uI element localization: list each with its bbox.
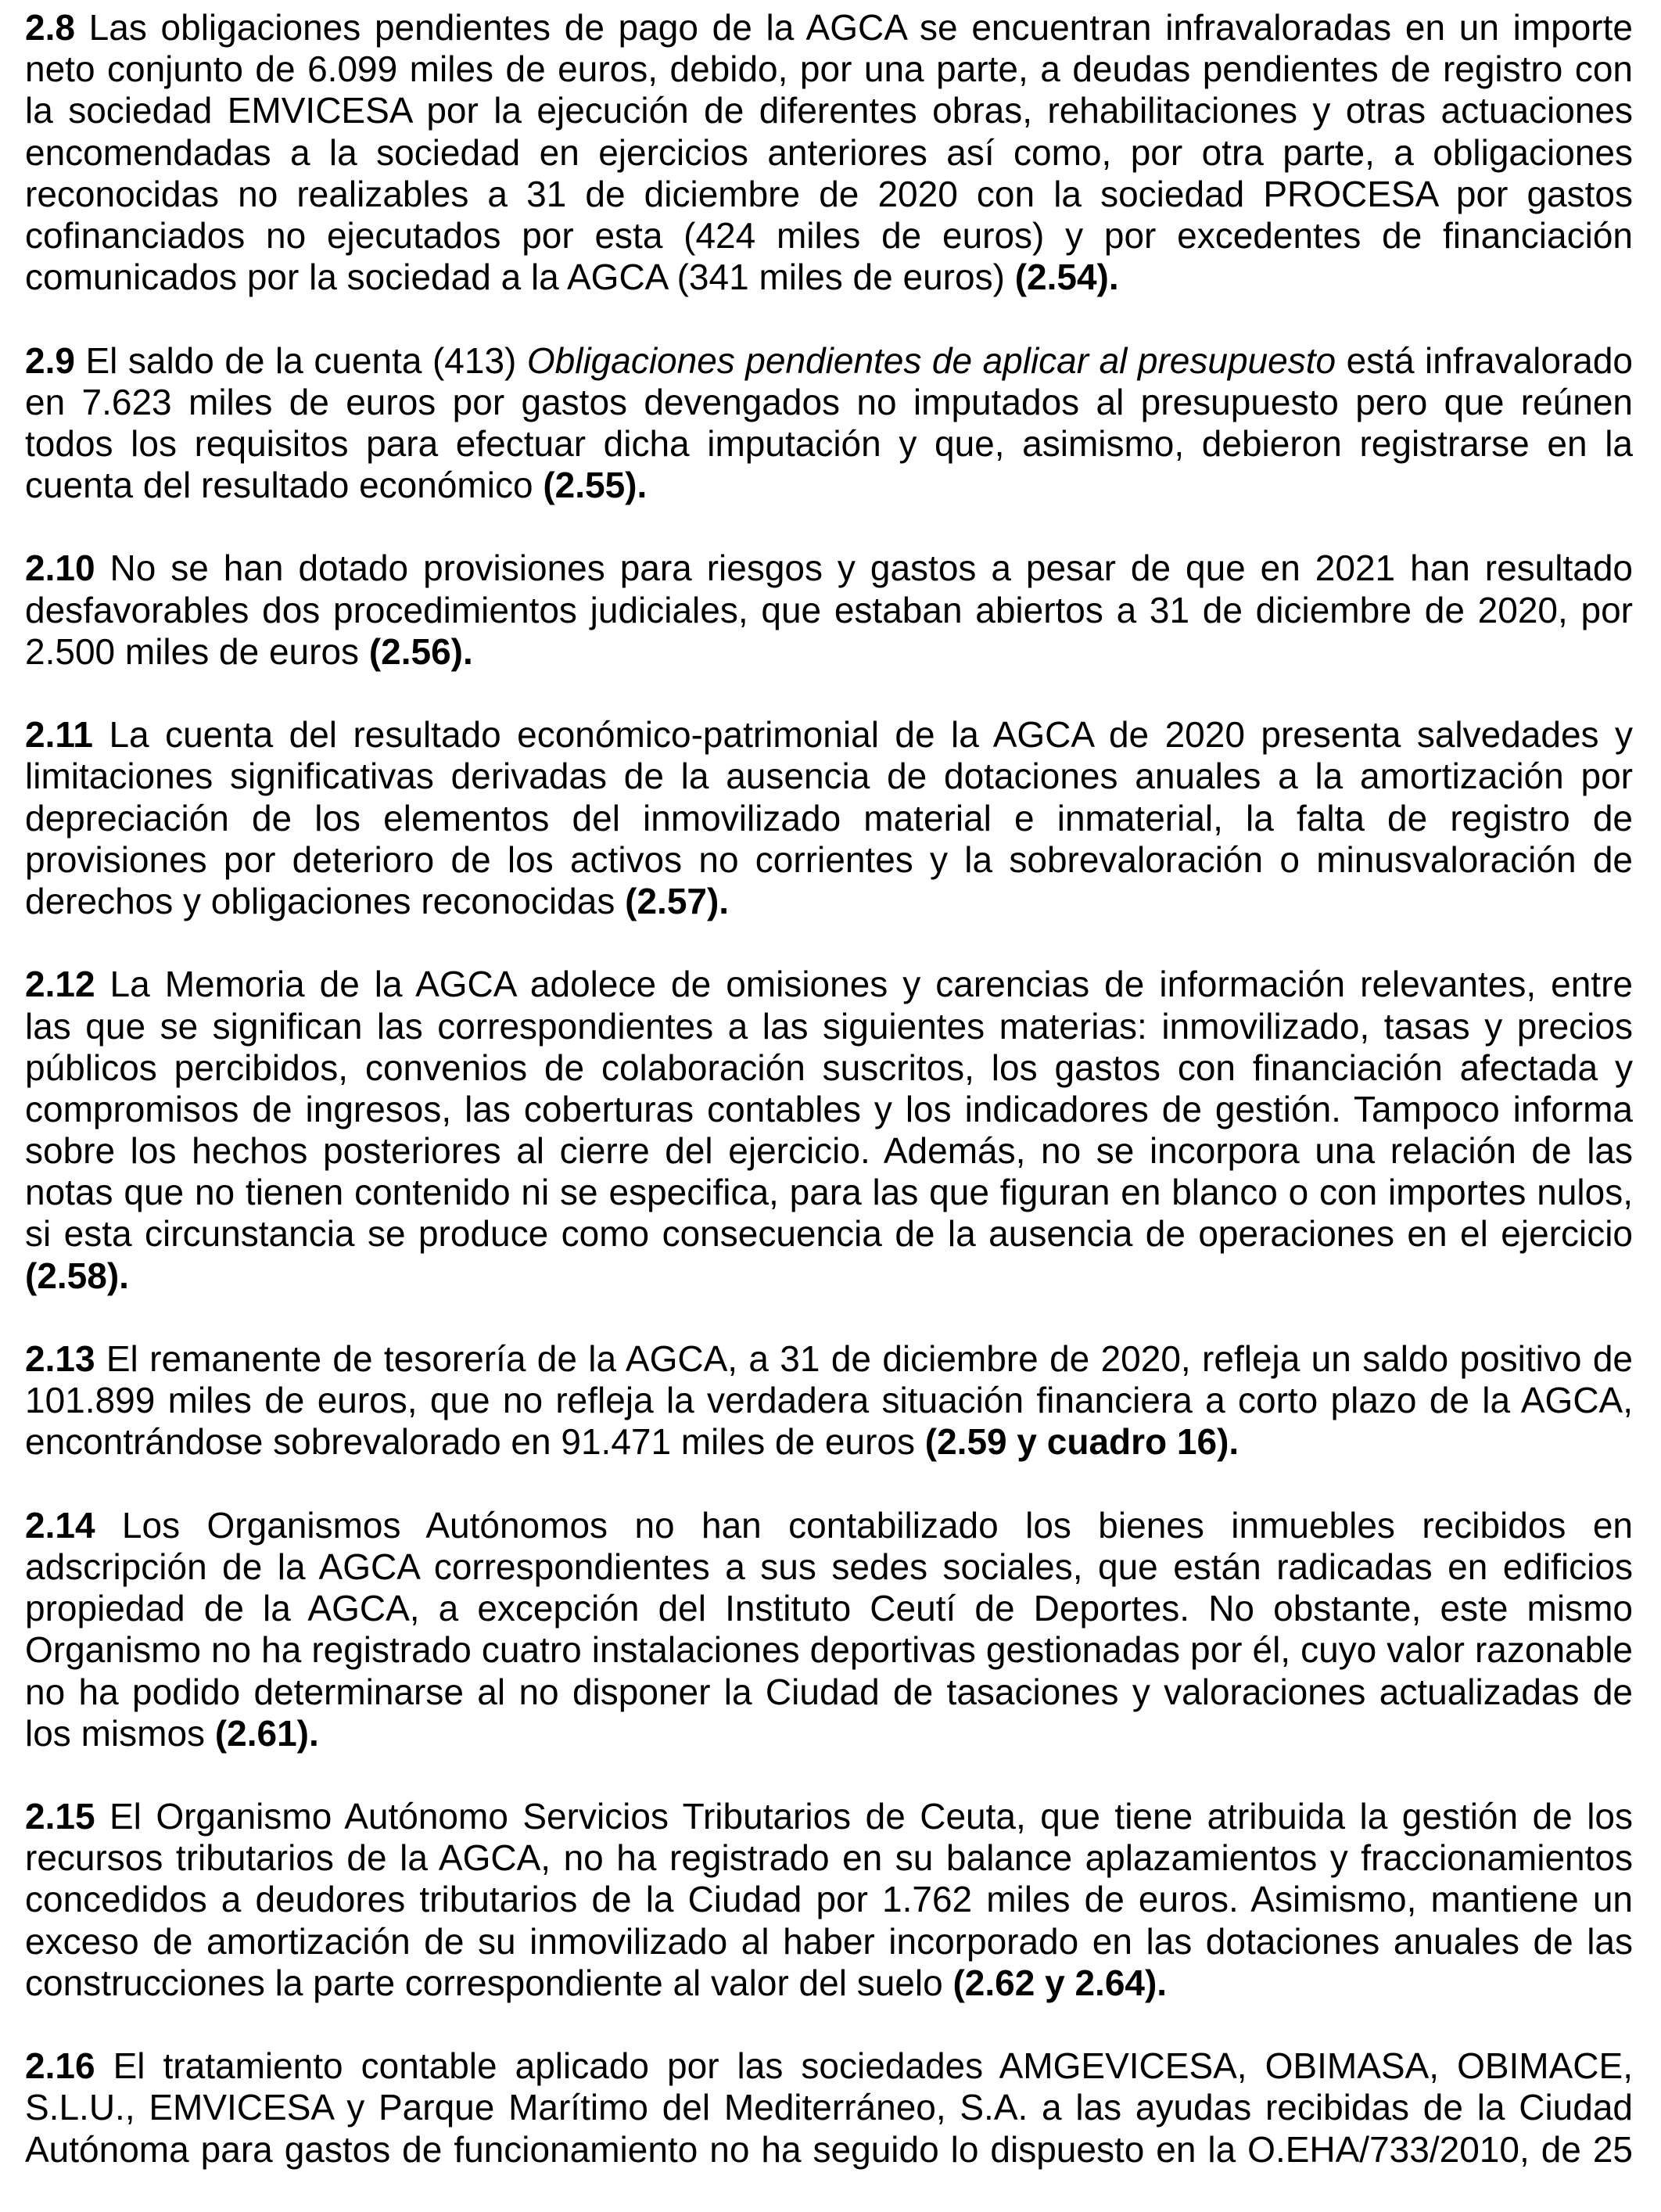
- text-line: [25, 1879, 1633, 1920]
- body-text: El tratamiento contable aplicado por las sociedades AMGEVICESA, OBIMASA, OBIMACE,: [95, 2045, 1633, 2087]
- paragraph-2-12: [25, 964, 1633, 1297]
- text-line-content: [25, 1130, 1633, 1171]
- text-line-content: [25, 631, 473, 672]
- text-line-content: [25, 1338, 1633, 1379]
- text-line: [25, 1421, 1633, 1463]
- document-body: [25, 7, 1633, 2212]
- text-line: [25, 1255, 1633, 1297]
- text-line-content: [25, 1837, 1633, 1878]
- text-line: [25, 881, 1633, 922]
- text-line: [25, 1962, 1633, 2004]
- text-line: [25, 1796, 1633, 1837]
- text-line-content: [25, 1879, 1633, 1919]
- text-line-content: [25, 1089, 1633, 1129]
- text-line-content: [25, 1921, 1633, 1962]
- text-line: [25, 132, 1633, 174]
- text-line-content: [25, 1629, 1633, 1670]
- body-text: derechos y obligaciones reconocidas: [25, 880, 626, 921]
- body-text: Los Organismos Autónomos no han contabilizado los bienes inmuebles recibidos en: [95, 1504, 1633, 1546]
- text-line-content: [25, 340, 1633, 381]
- text-line: [25, 1213, 1633, 1255]
- text-line-content: [25, 1713, 319, 1754]
- body-text: exceso de amortización de su inmovilizado al haber incorporado en las dotaciones anuales de las: [25, 1920, 1633, 1962]
- text-line: [25, 1713, 1633, 1754]
- text-line: [25, 1505, 1633, 1546]
- body-text: sobre los hechos posteriores al cierre del ejercicio. Además, no se incorpora una relación de las: [25, 1130, 1633, 1172]
- body-text: limitaciones significativas derivadas de la ausencia de dotaciones anuales a la amortización por: [25, 756, 1633, 797]
- body-text: La cuenta del resultado económico-patrimonial de la AGCA de 2020 presenta salvedades y: [93, 714, 1633, 756]
- text-line-content: [25, 1047, 1633, 1088]
- body-text: concedidos a deudores tributarios de la Ciudad por 1.762 miles de euros. Asimismo, mantiene un: [25, 1879, 1633, 1920]
- text-line: [25, 1629, 1633, 1671]
- text-line: [25, 1588, 1633, 1629]
- text-line-content: [25, 881, 729, 921]
- text-line: [25, 2087, 1633, 2128]
- paragraph-number: 2.13: [25, 1338, 95, 1379]
- text-line-content: [25, 465, 647, 505]
- reference: (2.54).: [1014, 257, 1119, 298]
- text-line-content: [25, 174, 1633, 214]
- paragraph-number: 2.12: [25, 964, 95, 1005]
- body-text: Autónoma para gastos de funcionamiento no ha seguido lo dispuesto en la O.EHA/733/2010, de 25: [25, 2128, 1633, 2170]
- body-text: propiedad de la AGCA, a excepción del Instituto Ceutí de Deportes. No obstante, este mismo: [25, 1588, 1633, 1629]
- text-line-content: [25, 964, 1633, 1004]
- text-line: [25, 1380, 1633, 1421]
- paragraph-2-16: [25, 2045, 1633, 2171]
- text-line: [25, 2129, 1633, 2171]
- text-line-content: [25, 798, 1633, 838]
- paragraph-number: 2.9: [25, 339, 75, 381]
- text-line-content: [25, 839, 1633, 880]
- paragraph-2-14: [25, 1505, 1633, 1754]
- body-text: no ha podido determinarse al no disponer la Ciudad de tasaciones y valoraciones actualizadas de: [25, 1671, 1633, 1712]
- text-line-content: [25, 215, 1633, 256]
- text-line: [25, 1172, 1633, 1213]
- text-line-content: [25, 7, 1633, 48]
- paragraph-2-13: [25, 1338, 1633, 1463]
- reference: (2.56).: [368, 630, 473, 672]
- paragraph-number: 2.14: [25, 1504, 95, 1546]
- body-text: 2.500 miles de euros: [25, 630, 369, 672]
- text-line: [25, 1006, 1633, 1047]
- paragraph-2-9: [25, 340, 1633, 507]
- body-text: si esta circunstancia se produce como consecuencia de la ausencia de operaciones en el ejercicio: [25, 1213, 1633, 1255]
- text-line-content: [25, 714, 1633, 755]
- emphasis-text: Obligaciones pendientes de aplicar al presupuesto: [526, 339, 1336, 381]
- text-line-content: [25, 90, 1633, 131]
- body-text: recursos tributarios de la AGCA, no ha registrado en su balance aplazamientos y fraccionamientos: [25, 1837, 1633, 1879]
- paragraph-number: 2.10: [25, 548, 95, 589]
- text-line-content: [25, 1421, 1239, 1462]
- body-text: Las obligaciones pendientes de pago de la AGCA se encuentran infravaloradas en un importe: [74, 7, 1633, 48]
- body-text: los mismos: [25, 1712, 215, 1754]
- text-line: [25, 1338, 1633, 1380]
- body-text: El remanente de tesorería de la AGCA, a 31 de diciembre de 2020, refleja un saldo positivo de: [95, 1338, 1633, 1379]
- text-line-content: [25, 1213, 1633, 1254]
- reference: (2.59 y cuadro 16).: [924, 1421, 1239, 1463]
- body-text: S.L.U., EMVICESA y Parque Marítimo del Mediterráneo, S.A. a las ayudas recibidas de la Ciudad: [25, 2087, 1633, 2128]
- paragraph-2-8: [25, 7, 1633, 298]
- text-line-content: [25, 1962, 1167, 2003]
- text-line-content: [25, 382, 1633, 422]
- body-text: en 7.623 miles de euros por gastos devengados no imputados al presupuesto pero que reúnen: [25, 381, 1633, 422]
- body-text: depreciación de los elementos del inmovilizado material e inmaterial, la falta de registro de: [25, 797, 1633, 838]
- body-text: neto conjunto de 6.099 miles de euros, debido, por una parte, a deudas pendientes de registro con: [25, 48, 1633, 90]
- paragraph-2-15: [25, 1796, 1633, 2004]
- text-line-content: [25, 1546, 1633, 1587]
- body-text: comunicados por la sociedad a la AGCA (341 miles de euros): [25, 257, 1015, 298]
- text-line: [25, 631, 1633, 673]
- body-text: construcciones la parte correspondiente al valor del suelo: [25, 1962, 953, 2003]
- text-line-content: [25, 1172, 1633, 1212]
- text-line: [25, 1130, 1633, 1172]
- body-text: cofinanciados no ejecutados por esta (424 miles de euros) y por excedentes de financiación: [25, 214, 1633, 256]
- body-text: la sociedad EMVICESA por la ejecución de diferentes obras, rehabilitaciones y otras actuaciones: [25, 90, 1633, 131]
- text-line: [25, 1672, 1633, 1713]
- text-line-content: [25, 423, 1633, 464]
- paragraph-number: 2.15: [25, 1796, 95, 1837]
- body-text: reconocidas no realizables a 31 de diciembre de 2020 con la sociedad PROCESA por gastos: [25, 173, 1633, 214]
- body-text: adscripción de la AGCA correspondientes a sus sedes sociales, que están radicadas en edificios: [25, 1546, 1633, 1587]
- text-line: [25, 1837, 1633, 1879]
- text-line-content: [25, 2045, 1633, 2086]
- text-line: [25, 590, 1633, 631]
- text-line-content: [25, 590, 1633, 630]
- text-line: [25, 48, 1633, 90]
- text-line-content: [25, 548, 1633, 588]
- body-text: 101.899 miles de euros, que no refleja la verdadera situación financiera a corto plazo de la AGCA,: [25, 1380, 1633, 1421]
- text-line: [25, 382, 1633, 423]
- text-line: [25, 1089, 1633, 1130]
- text-line: [25, 548, 1633, 589]
- text-line: [25, 215, 1633, 257]
- body-text: La Memoria de la AGCA adolece de omisiones y carencias de información relevantes, entre: [95, 964, 1633, 1005]
- reference: (2.62 y 2.64).: [952, 1962, 1168, 2003]
- text-line: [25, 340, 1633, 382]
- reference: (2.55).: [543, 465, 648, 506]
- text-line: [25, 2045, 1633, 2087]
- text-line: [25, 90, 1633, 131]
- body-text: cuenta del resultado económico: [25, 465, 544, 506]
- text-line: [25, 1047, 1633, 1089]
- text-line: [25, 1921, 1633, 1962]
- body-text: provisiones por deterioro de los activos no corrientes y la sobrevaloración o minusvaloración de: [25, 838, 1633, 880]
- body-text: El Organismo Autónomo Servicios Tributarios de Ceuta, que tiene atribuida la gestión de los: [95, 1796, 1633, 1837]
- text-line-content: [25, 756, 1633, 796]
- text-line-content: [25, 1588, 1633, 1628]
- body-text: compromisos de ingresos, las coberturas contables y los indicadores de gestión. Tampoco informa: [25, 1088, 1633, 1129]
- paragraph-number: 2.8: [25, 7, 75, 48]
- text-line: [25, 964, 1633, 1005]
- text-line-content: [25, 132, 1633, 173]
- text-line-content: [25, 1672, 1633, 1712]
- body-text: las que se significan las correspondientes a las siguientes materias: inmovilizado, tasas y precios: [25, 1005, 1633, 1047]
- text-line-content: [25, 1505, 1633, 1546]
- body-text: encontrándose sobrevalorado en 91.471 miles de euros: [25, 1421, 925, 1463]
- text-line: [25, 1546, 1633, 1588]
- text-line: [25, 7, 1633, 48]
- body-text: Organismo no ha registrado cuatro instalaciones deportivas gestionadas por él, cuyo valor razonable: [25, 1629, 1633, 1671]
- text-line: [25, 257, 1633, 298]
- body-text: encomendadas a la sociedad en ejercicios anteriores así como, por otra parte, a obligaciones: [25, 131, 1633, 173]
- body-text: El saldo de la cuenta (413): [74, 339, 527, 381]
- text-line-content: [25, 257, 1119, 297]
- text-line-content: [25, 48, 1633, 89]
- body-text: todos los requisitos para efectuar dicha imputación y que, asimismo, debieron registrarse en la: [25, 422, 1633, 464]
- text-line-content: [25, 1255, 129, 1296]
- text-line: [25, 714, 1633, 756]
- paragraph-2-11: [25, 714, 1633, 922]
- text-line-content: [25, 1796, 1633, 1837]
- body-text: públicos percibidos, convenios de colaboración suscritos, los gastos con financiación afectada y: [25, 1047, 1633, 1088]
- reference: (2.61).: [214, 1712, 319, 1754]
- body-text: notas que no tienen contenido ni se especifica, para las que figuran en blanco o con importes nulos,: [25, 1172, 1633, 1213]
- text-line: [25, 756, 1633, 797]
- text-line-content: [25, 1380, 1633, 1420]
- text-line-content: [25, 2129, 1633, 2170]
- text-line: [25, 423, 1633, 465]
- text-line: [25, 839, 1633, 881]
- paragraph-number: 2.16: [25, 2045, 95, 2087]
- paragraph-number: 2.11: [25, 714, 93, 756]
- text-line-content: [25, 2087, 1633, 2128]
- text-line: [25, 174, 1633, 215]
- body-text: está infravalorado: [1336, 339, 1633, 381]
- reference: (2.57).: [625, 880, 730, 921]
- body-text: No se han dotado provisiones para riesgos y gastos a pesar de que en 2021 han resultado: [95, 548, 1633, 589]
- reference: (2.58).: [25, 1255, 129, 1296]
- body-text: desfavorables dos procedimientos judiciales, que estaban abiertos a 31 de diciembre de 2020, por: [25, 589, 1633, 630]
- text-line: [25, 465, 1633, 506]
- text-line: [25, 798, 1633, 839]
- text-line-content: [25, 1006, 1633, 1047]
- paragraph-2-10: [25, 548, 1633, 673]
